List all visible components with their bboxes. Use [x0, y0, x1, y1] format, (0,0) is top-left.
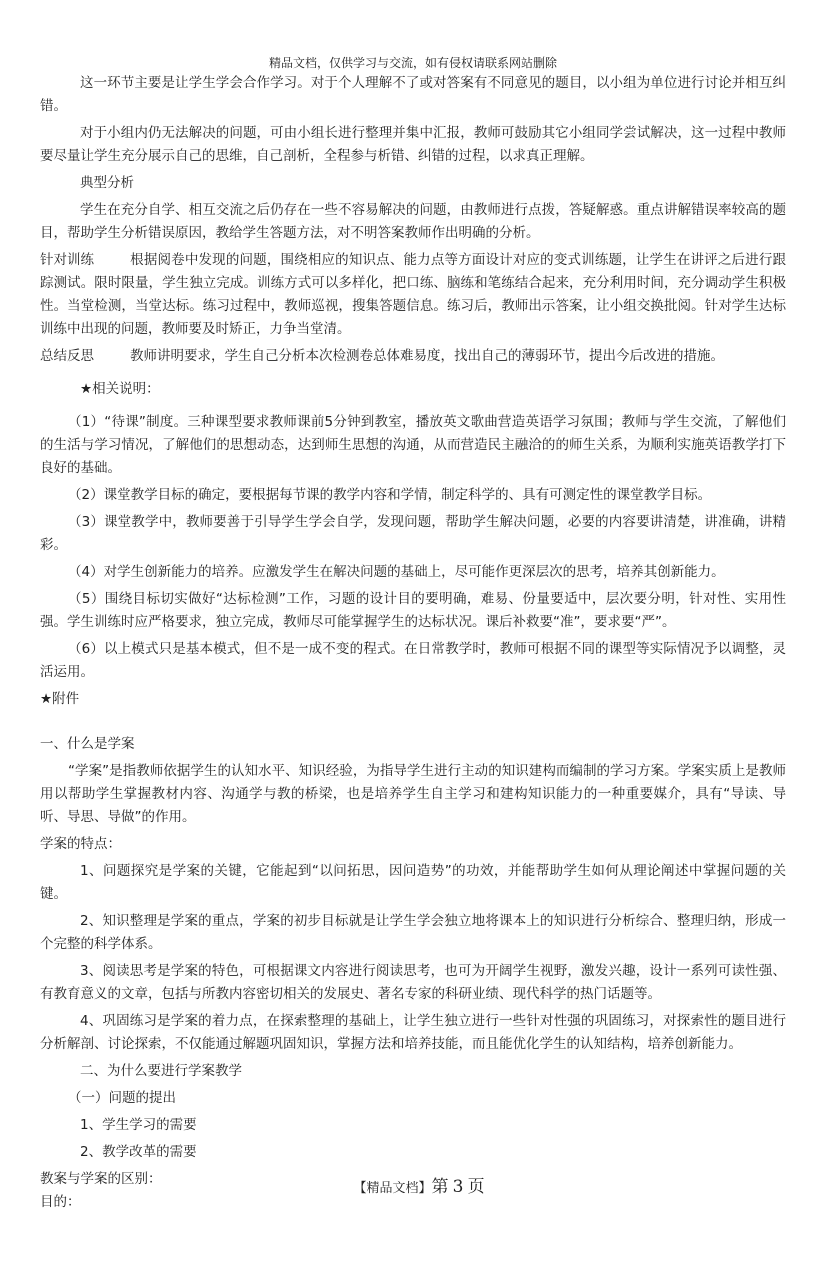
footer-suffix: 页: [467, 1177, 485, 1197]
label-targeted-training: 针对训练: [40, 252, 94, 268]
paragraph-cooperative: 这一环节主要是让学生学会合作学习。对于个人理解不了或对答案有不同意见的题目，以小组为单位进行讨论并相互纠错。: [40, 75, 786, 114]
document-page: [40, 0, 786, 1214]
feature-2: 2、知识整理是学案的重点，学案的初步目标就是让学生学会独立地将课本上的知识进行分析综合、整理归纳，形成一个完整的科学体系。: [40, 913, 786, 952]
feature-3: 3、阅读思考是学案的特色，可根据课文内容进行阅读思考，也可为开阔学生视野，激发兴趣，设计一系列可读性强、有教育意义的文章，包括与所教内容密切相关的发展史、著名专家的科研业绩、现代科学的热门话题等。: [40, 963, 786, 1002]
label-purpose: 目的：: [40, 1194, 81, 1210]
item-reform-needs: 2、教学改革的需要: [80, 1144, 197, 1160]
feature-1: 1、问题探究是学案的关键，它能起到“以问拓思，因问造势”的功效，并能帮助学生如何从理论阐述中掌握问题的关键。: [40, 863, 786, 902]
heading-problem-raised: （一）问题的提出: [68, 1090, 176, 1106]
note-4: （4）对学生创新能力的培养。应激发学生在解决问题的基础上，尽可能作更深层次的思考，培养其创新能力。: [68, 564, 725, 580]
footer-prefix: 第: [431, 1177, 449, 1197]
paragraph-typical-analysis: 学生在充分自学、相互交流之后仍存在一些不容易解决的问题，由教师进行点拨，答疑解惑。重点讲解错误率较高的题目，帮助学生分析错误原因，教给学生答题方法，对不明答案教师作出明确的分析。: [40, 202, 786, 241]
heading-what-is-study-plan: 一、什么是学案: [40, 736, 135, 752]
heading-notes: ★相关说明：: [80, 381, 160, 397]
note-6: （6）以上模式只是基本模式，但不是一成不变的程式。在日常教学时，教师可根据不同的课型等实际情况予以调整，灵活运用。: [40, 641, 786, 680]
heading-study-plan-features: 学案的特点：: [40, 836, 121, 852]
feature-4: 4、巩固练习是学案的着力点，在探索整理的基础上，让学生独立进行一些针对性强的巩固练习，对探索性的题目进行分析解剖、讨论探索，不仅能通过解题巩固知识，掌握方法和培养技能，而且能优化学生的认知结构，培养创新能力。: [40, 1013, 786, 1052]
label-summary: 总结反思: [40, 348, 94, 364]
footer-label: 【精品文档】: [353, 1181, 432, 1196]
note-5: （5）围绕目标切实做好“达标检测”工作，习题的设计目的要明确，难易、份量要适中，层次要分明，针对性、实用性强。学生训练时应严格要求，独立完成，教师尽可能掌握学生的达标状况。课后补救要“准”，要求要“严”。: [40, 591, 786, 630]
paragraph-study-plan-definition: “学案”是指教师依据学生的认知水平、知识经验，为指导学生进行主动的知识建构而编制的学习方案。学案实质上是教师用以帮助学生掌握教材内容、沟通学与教的桥梁，也是培养学生自主学习和建构知识能力的一种重要媒介，具有“导读、导听、导思、导做”的作用。: [40, 763, 786, 825]
page-header: 精品文档，仅供学习与交流，如有侵权请联系网站删除: [268, 56, 557, 70]
item-student-needs: 1、学生学习的需要: [80, 1117, 197, 1133]
heading-appendix: ★附件: [40, 691, 80, 707]
paragraph-summary: [40, 345, 786, 368]
page-footer: [0, 1172, 838, 1197]
paragraph-group-report: 对于小组内仍无法解决的问题，可由小组长进行整理并集中汇报，教师可鼓励其它小组同学尝试解决，这一过程中教师要尽量让学生充分展示自己的思维，自己剖析，全程参与析错、纠错的过程，以求真正理解。: [40, 125, 786, 164]
text-targeted-training: 根据阅卷中发现的问题，围绕相应的知识点、能力点等方面设计对应的变式训练题，让学生在讲评之后进行跟踪测试。限时限量，学生独立完成。训练方式可以多样化，把口练、脑练和笔练结合起来，充分利用时间，充分调动学生积极性。当堂检测，当堂达标。练习过程中，教师巡视，搜集答题信息。练习后，教师出示答案，让小组交换批阅。针对学生达标训练中出现的问题，教师要及时矫正，力争当堂清。: [40, 252, 786, 337]
paragraph-targeted-training: [40, 249, 786, 341]
page-number: 3: [452, 1177, 464, 1197]
heading-difference: 教案与学案的区别：: [40, 1171, 162, 1187]
note-1: （1）“待课”制度。三种课型要求教师课前5分钟到教室，播放英文歌曲营造英语学习氛围；教师与学生交流，了解他们的生活与学习情况，了解他们的思想动态，达到师生思想的沟通，从而营造民主融洽的的师生关系，为顺利实施英语教学打下良好的基础。: [40, 414, 786, 476]
text-summary: 教师讲明要求，学生自己分析本次检测卷总体难易度，找出自己的薄弱环节，提出今后改进的措施。: [130, 348, 724, 364]
heading-why-study-plan: 二、为什么要进行学案教学: [80, 1063, 242, 1079]
note-2: （2）课堂教学目标的确定，要根据每节课的教学内容和学情，制定科学的、具有可测定性的课堂教学目标。: [68, 487, 712, 503]
heading-typical-analysis: 典型分析: [80, 175, 134, 191]
note-3: （3）课堂教学中，教师要善于引导学生学会自学，发现问题，帮助学生解决问题，必要的内容要讲清楚，讲准确，讲精彩。: [40, 514, 786, 553]
